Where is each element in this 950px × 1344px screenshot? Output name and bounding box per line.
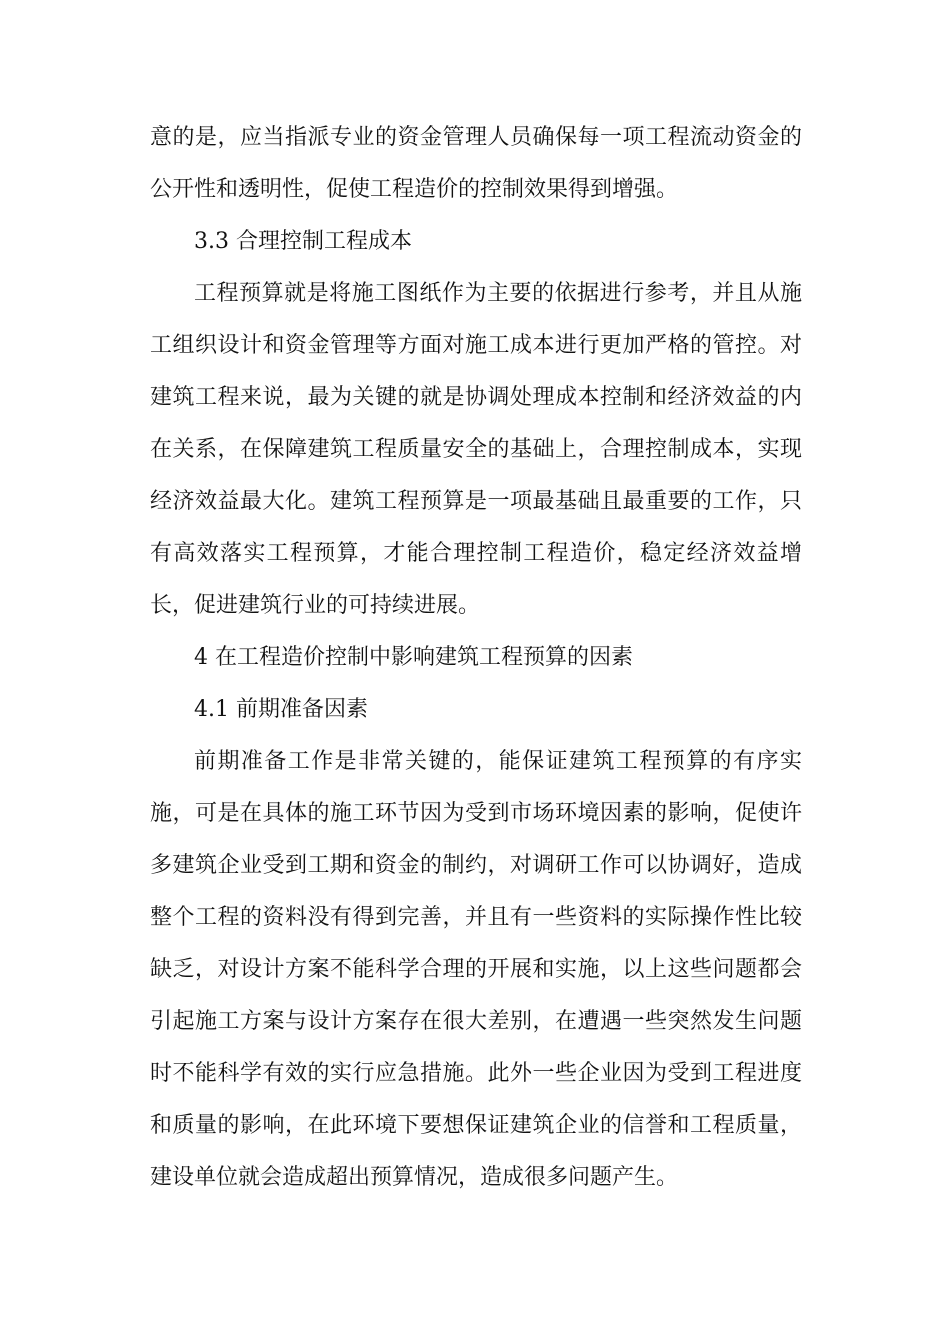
text-line: 施，可是在具体的施工环节因为受到市场环境因素的影响，促使许	[150, 801, 802, 826]
paragraph-cost-control	[150, 268, 802, 632]
text-line: 引起施工方案与设计方案存在很大差别，在遭遇一些突然发生问题	[150, 1009, 802, 1034]
text-line: 长，促进建筑行业的可持续进展。	[150, 593, 481, 618]
text-line: 经济效益最大化。建筑工程预算是一项最基础且最重要的工作，只	[150, 489, 802, 514]
paragraph-preparation-factors	[150, 736, 802, 1204]
text-line: 整个工程的资料没有得到完善，并且有一些资料的实际操作性比较	[150, 905, 802, 930]
section-heading-3-3	[150, 216, 802, 268]
text-line: 公开性和透明性，促使工程造价的控制效果得到增强。	[150, 177, 679, 202]
text-line: 工组织设计和资金管理等方面对施工成本进行更加严格的管控。对	[150, 333, 802, 358]
text-line: 工程预算就是将施工图纸作为主要的依据进行参考，并且从施	[194, 281, 802, 306]
heading-text: 4.1 前期准备因素	[194, 697, 368, 722]
document-page	[150, 112, 802, 1204]
text-line: 建筑工程来说，最为关键的就是协调处理成本控制和经济效益的内	[150, 385, 802, 410]
text-line: 意的是，应当指派专业的资金管理人员确保每一项工程流动资金的	[150, 125, 802, 150]
text-line: 在关系，在保障建筑工程质量安全的基础上，合理控制成本，实现	[150, 437, 802, 462]
heading-text: 3.3 合理控制工程成本	[194, 229, 412, 254]
text-line: 多建筑企业受到工期和资金的制约，对调研工作可以协调好，造成	[150, 853, 802, 878]
section-heading-4	[150, 632, 802, 684]
text-line: 和质量的影响，在此环境下要想保证建筑企业的信誉和工程质量，	[150, 1113, 802, 1138]
text-line: 前期准备工作是非常关键的，能保证建筑工程预算的有序实	[194, 749, 802, 774]
text-line: 缺乏，对设计方案不能科学合理的开展和实施，以上这些问题都会	[150, 957, 802, 982]
paragraph-continuation	[150, 112, 802, 216]
text-line: 建设单位就会造成超出预算情况，造成很多问题产生。	[150, 1165, 679, 1190]
heading-text: 4 在工程造价控制中影响建筑工程预算的因素	[194, 645, 633, 670]
text-line: 时不能科学有效的实行应急措施。此外一些企业因为受到工程进度	[150, 1061, 802, 1086]
section-heading-4-1	[150, 684, 802, 736]
text-line: 有高效落实工程预算，才能合理控制工程造价，稳定经济效益增	[150, 541, 802, 566]
